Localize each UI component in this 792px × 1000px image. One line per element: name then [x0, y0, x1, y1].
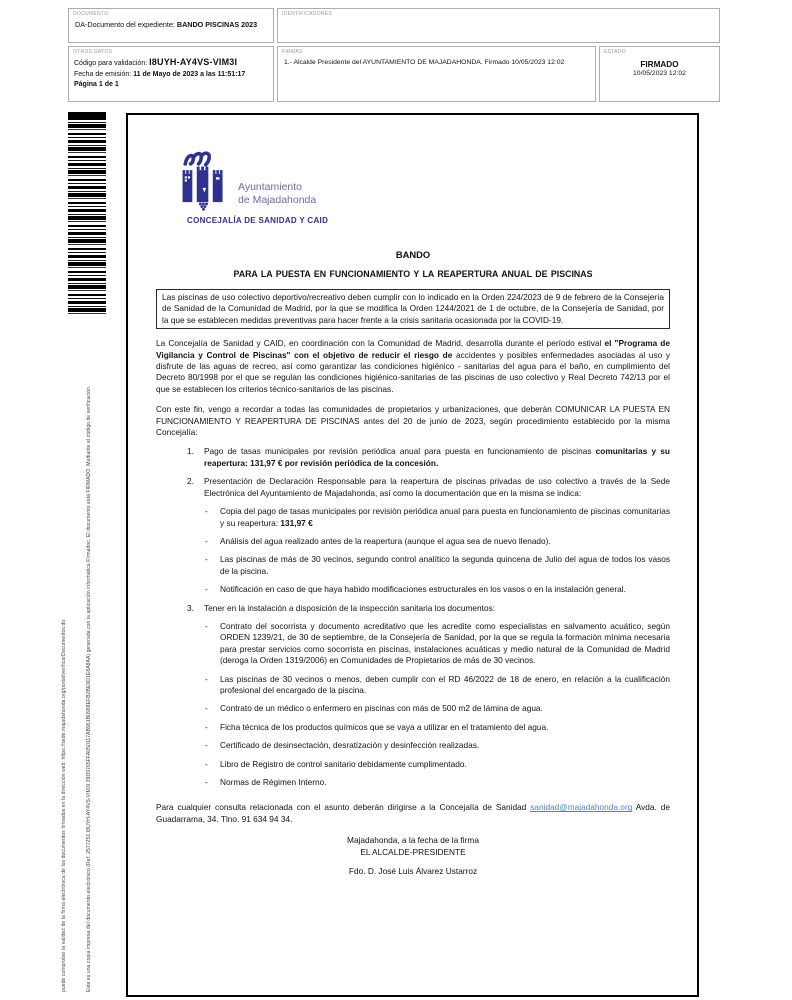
dash-bullet: - [205, 506, 208, 517]
sub-item [204, 554, 670, 577]
firmas-line: 1.- Alcalde Presidente del AYUNTAMIENTO DE MAJADAHONDA. Firmado 10/05/2023 12:02 [284, 59, 565, 66]
org-name-line2: de Majadahonda [238, 193, 317, 206]
sub-item-text: Certificado de desinsectación, desratización y desinfección realizadas. [220, 740, 480, 751]
sub-item-text: Las piscinas de 30 vecinos o menos, deben cumplir con el RD 46/2022 de 18 de enero, en relación a la cualificación profesional del encargado de la piscina. [220, 673, 670, 695]
list-item-2 [187, 476, 670, 595]
sub-item-seg2: 131,97 € [280, 517, 313, 528]
department-label: CONCEJALÍA DE SANIDAD Y CAID [187, 216, 329, 225]
list-item-1-number: 1. [187, 446, 194, 457]
sub-item-text: Libro de Registro de control sanitario debidamente cumplimentado. [220, 758, 467, 769]
list-item-2-text: Presentación de Declaración Responsable para la reapertura de piscinas privadas de uso colectivo a través de la Sede Electrónica del Ayuntamiento de Majadahonda, así como la documentación que en la misma se indica: [204, 476, 670, 498]
sub-item-seg1: Copia del pago de tasas municipales por revisión periódica anual para puesta en funcionamiento de piscinas comunitarias y su reapertura: [220, 506, 670, 528]
validation-code: I8UYH-AY4VS-VIM3I [149, 57, 238, 67]
org-name-line1: Ayuntamiento [238, 181, 303, 193]
paragraph-programa-seg2: el "Programa de Vigilancia y Control de Piscinas" con el objetivo de reducir el riesgo de [156, 338, 670, 360]
emission-row [74, 70, 268, 81]
signature-name-line: Fdo. D. José Luis Álvarez Ustarroz [348, 866, 478, 877]
document-frame [126, 113, 699, 997]
dash-bullet: - [205, 554, 208, 565]
sub-item-text: Contrato del socorrista y documento acreditativo que les acredite como especialistas en salvamento acuático, según ORDEN 1239/21, de 30 de septiembre, de la Consejería de Sanidad, por la que se regula la formación mínima necesaria para prestar servicios como socorrista en piscinas, instalaciones acuáticas y medio natural de la Comunidad de Madrid (deroga la Orden 1319/2006) en Comunidades de Propietarios de más de 30 vecinos. [220, 620, 670, 666]
sub-item [204, 777, 670, 788]
dash-bullet: - [205, 721, 208, 732]
list-item-2-number: 2. [187, 476, 194, 487]
list-item-3-text: Tener en la instalación a disposición de la inspección sanitaria los documentos: [204, 602, 496, 613]
sub-item-text [220, 506, 670, 529]
contact-seg2: Avda. de Guadarrama, 34. Tlno. 91 634 94 34. [156, 802, 670, 824]
header-box-firmas [277, 46, 596, 102]
requirements-list [156, 446, 670, 788]
sub-item [204, 584, 670, 595]
header-box-otros-datos [68, 46, 274, 102]
sub-item [204, 674, 670, 697]
covid-notice-box: Las piscinas de uso colectivo deportivo/recreativo deben cumplir con lo indicado en la Orden 224/2023 de 9 de febrero de la Consejería de Sanidad de la Comunidad de Madrid, por la que se modifica la Orden 1244/2021 de 1 de octubre, de la Consejería de Sanidad, por la que se establecen medidas preventivas para hacer frente a la crisis sanitaria ocasionada por la COVID-19. [156, 289, 670, 329]
contact-seg1: Para cualquier consulta relacionada con el asunto deberán dirigirse a la Concejalía de Sanidad [156, 802, 531, 813]
sub-item [204, 506, 670, 529]
verification-sidebar-line2: puede comprobar la validez de la firma electrónica de los documentos firmados en la dirección web: https://sede.majadahonda.org/portal/verificarDocumentos.do [61, 619, 67, 992]
validation-row [74, 57, 268, 70]
list-item-3-number: 3. [187, 602, 194, 613]
page-number: Página 1 de 1 [74, 81, 119, 88]
signature-place-block [156, 835, 670, 858]
list-item-1-seg1: Pago de tasas municipales por revisión periódica anual para puesta en funcionamiento de piscinas [204, 446, 596, 457]
list-item-1 [187, 446, 670, 469]
list-item-1-text [204, 446, 670, 469]
sub-item-text: Análisis del agua realizado antes de la reapertura (aunque el agua sea de nuevo llenado). [220, 535, 551, 546]
sub-item-text: Ficha técnica de los productos químicos que se vaya a utilizar en el tratamiento del agua. [220, 721, 549, 732]
header-box-estado [599, 46, 720, 102]
org-name [238, 147, 316, 211]
dash-bullet: - [205, 777, 208, 787]
otros-datos-label: OTROS DATOS [73, 49, 113, 55]
sub-item [204, 703, 670, 714]
email-link[interactable]: sanidad@majadahonda.org [530, 802, 633, 813]
dash-bullet: - [205, 535, 208, 546]
firmas-label: FIRMAS [282, 49, 303, 55]
list-item-3-body [204, 603, 670, 789]
paragraph-programa-seg3: accidentes y posibles enfermedades asociadas al uso y disfrute de las aguas de recreo, así como garantizar las condiciones higiénico - sanitarias del agua para el baño, en cumplimiento del Decreto 80/1998 por el que se regulan las condiciones higiénico-sanitarias de las piscinas de uso colectivo y Real Decreto 742/13 por el que se establecen los criterios técnico-sanitarios de las piscinas. [156, 349, 670, 394]
dash-bullet: - [205, 673, 208, 684]
sub-item [204, 759, 670, 770]
bando-subtitle: PARA LA PUESTA EN FUNCIONAMIENTO Y LA REAPERTURA ANUAL DE PISCINAS [233, 269, 593, 279]
sub-item-text: Las piscinas de más de 30 vecinos, segundo control analítico la segunda quincena de Julio del agua de todos los vasos de la piscina. [220, 554, 670, 576]
header-box-documento [68, 8, 274, 43]
documento-value: BANDO PISCINAS 2023 [176, 20, 258, 29]
paragraph-programa-seg1: La Concejalía de Sanidad y CAID, en coordinación con la Comunidad de Madrid, desarrolla durante el período estival [156, 338, 605, 349]
verification-barcode [68, 112, 106, 315]
emission-label: Fecha de emisión: [74, 70, 134, 78]
paragraph-programa [156, 338, 670, 395]
status-badge: FIRMADO [640, 60, 679, 69]
dash-bullet: - [205, 620, 208, 631]
estado-label: ESTADO [604, 49, 626, 55]
sub-item [204, 536, 670, 547]
list-item-2-body [204, 476, 670, 595]
identificadores-label: IDENTIFICADORES [282, 11, 333, 17]
validation-label: Código para validación: [74, 60, 150, 67]
header-box-identificadores [277, 8, 720, 43]
sub-item [204, 621, 670, 667]
verification-sidebar-line1: Esta es una copia impresa del documento electrónico (Ref: 2577251 I8UYH-AY4VS-VIM3I 39D9765FFA050117AB961B0988EFB2BE9D1E8A8AA) generada con la aplicación informática Firmadoc. El documento está FIRMADO. Mediante el código de verificación [86, 387, 92, 992]
contact-paragraph [156, 802, 670, 825]
status-datetime: 10/05/2023 12:02 [633, 70, 686, 77]
emission-value: 11 de Mayo de 2023 a las 11:51:17 [133, 70, 246, 78]
bando-title: BANDO [395, 249, 431, 260]
documento-prefix: DA-Documento del expediente: [75, 20, 177, 29]
sub-item-text: Notificación en caso de que haya habido modificaciones estructurales en los vasos o en la instalación general. [220, 584, 626, 595]
dash-bullet: - [205, 584, 208, 595]
logo-block [176, 147, 670, 211]
sub-item [204, 740, 670, 751]
paragraph-comunicar: Con este fin, vengo a recordar a todas las comunidades de propietarios y urbanizaciones, que deberán COMUNICAR LA PUESTA EN FUNCIONAMIENTO Y REAPERTURA DE PISCINAS antes del 20 de junio de 2023, según procedimiento establecido por la misma Concejalía: [156, 404, 670, 438]
dash-bullet: - [205, 703, 208, 714]
signature-role-line: EL ALCALDE-PRESIDENTE [360, 846, 466, 857]
ayuntamiento-majadahonda-logo-icon [176, 147, 230, 211]
sub-item [204, 722, 670, 733]
list-item-3 [187, 603, 670, 789]
dash-bullet: - [205, 740, 208, 751]
sub-item-text: Contrato de un médico o enfermero en piscinas con más de 500 m2 de lámina de agua. [220, 703, 543, 714]
dash-bullet: - [205, 758, 208, 769]
signature-place-line: Majadahonda, a la fecha de la firma [347, 835, 479, 846]
list-item-1-seg2: comunitarias y su reapertura: 131,97 € por revisión periódica de la concesión. [204, 446, 670, 468]
documento-label: DOCUMENTO [73, 11, 109, 17]
sub-item-text: Normas de Régimen Interno. [220, 777, 327, 787]
